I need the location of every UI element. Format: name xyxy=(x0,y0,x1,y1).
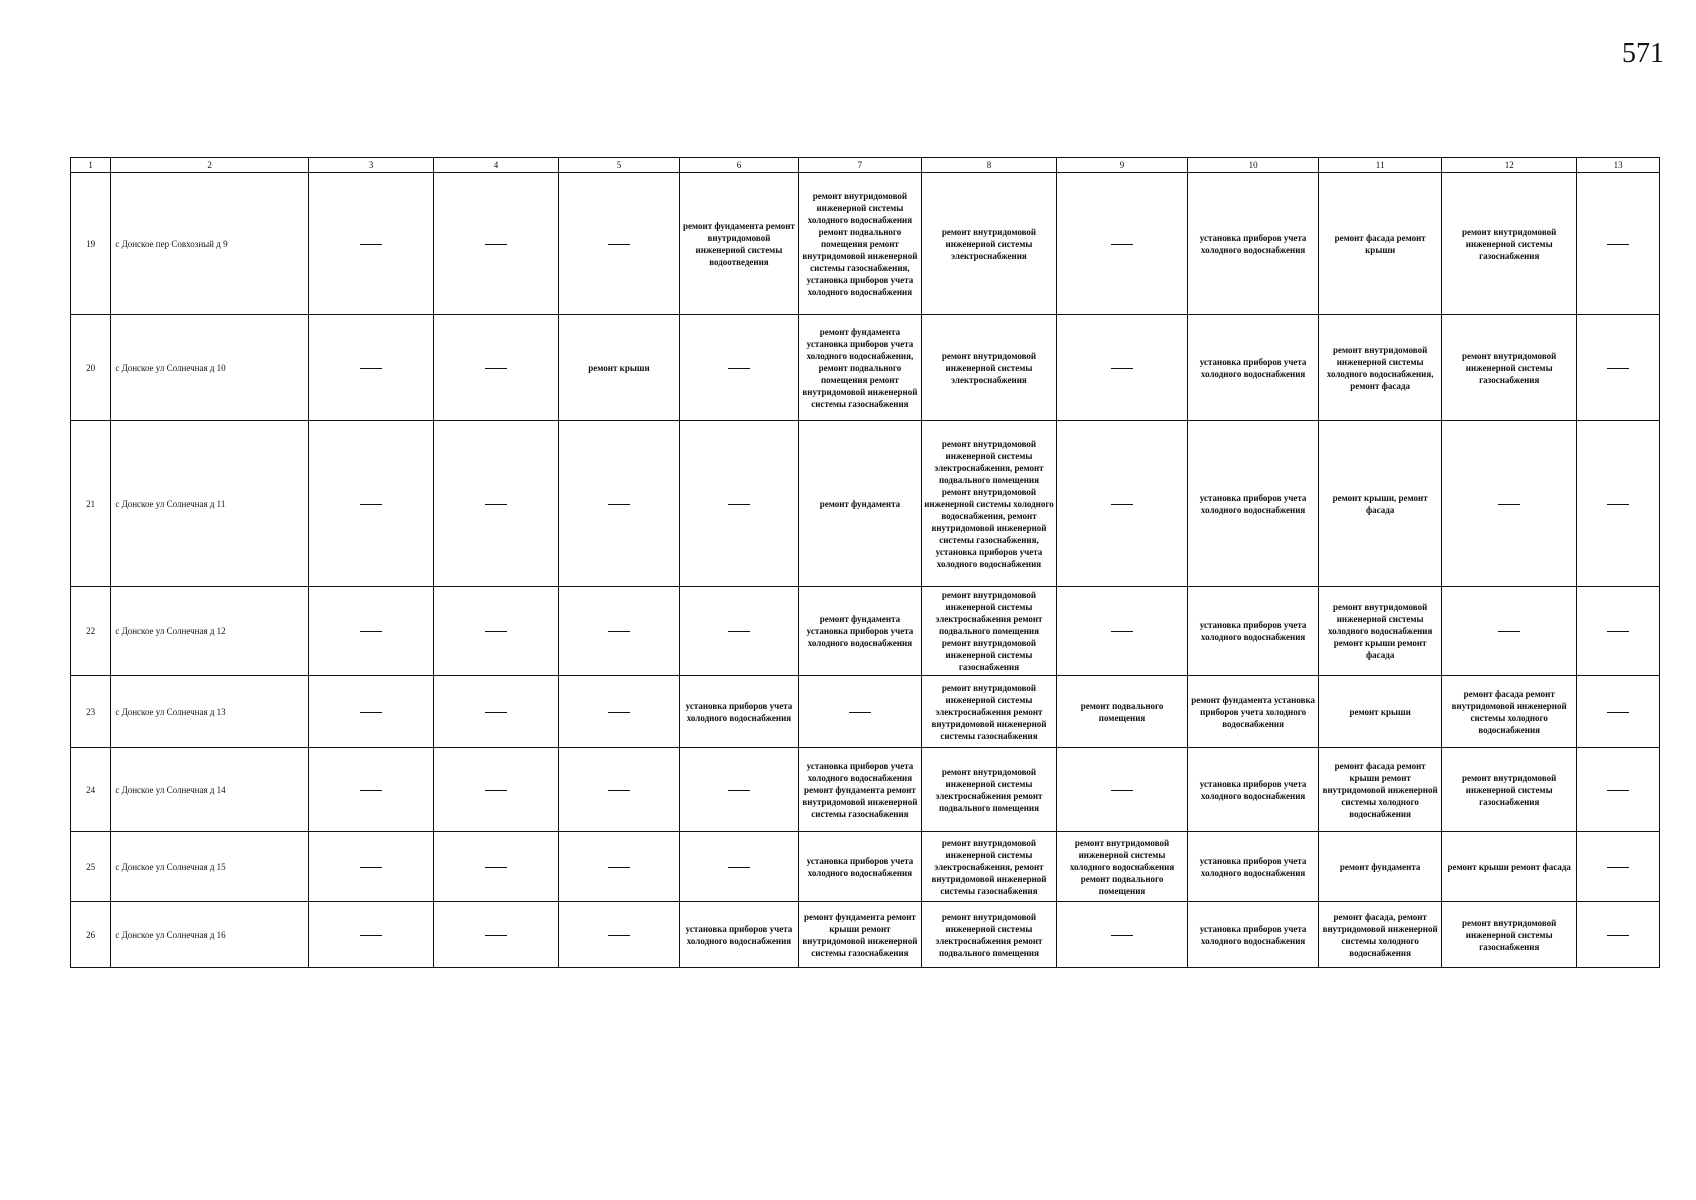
empty-dash-cell xyxy=(433,421,558,587)
dash-mark xyxy=(608,244,630,245)
empty-dash-cell xyxy=(558,587,679,676)
dash-mark xyxy=(1498,504,1520,505)
row-number-cell: 21 xyxy=(71,421,111,587)
row-number-cell: 20 xyxy=(71,315,111,421)
dash-mark xyxy=(1607,631,1629,632)
work-description-cell: установка приборов учета холодного водоснабжения xyxy=(1188,421,1319,587)
empty-dash-cell xyxy=(798,676,921,748)
work-description-cell: ремонт фундамента xyxy=(798,421,921,587)
work-description-cell: ремонт крыши xyxy=(558,315,679,421)
empty-dash-cell xyxy=(1057,315,1188,421)
empty-dash-cell xyxy=(1577,421,1660,587)
column-header-2: 2 xyxy=(111,158,309,173)
address-cell: с Донское пер Совхозный д 9 xyxy=(111,173,309,315)
dash-mark xyxy=(485,712,507,713)
empty-dash-cell xyxy=(1577,902,1660,968)
table-row xyxy=(71,748,1660,832)
work-description-cell: ремонт фасада ремонт крыши ремонт внутридомовой инженерной системы холодного водоснабжения xyxy=(1319,748,1442,832)
empty-dash-cell xyxy=(308,902,433,968)
empty-dash-cell xyxy=(308,173,433,315)
empty-dash-cell xyxy=(1577,676,1660,748)
empty-dash-cell xyxy=(433,315,558,421)
column-header-1: 1 xyxy=(71,158,111,173)
address-cell: с Донское ул Солнечная д 16 xyxy=(111,902,309,968)
table-row xyxy=(71,587,1660,676)
empty-dash-cell xyxy=(1442,587,1577,676)
dash-mark xyxy=(1607,712,1629,713)
empty-dash-cell xyxy=(433,587,558,676)
empty-dash-cell xyxy=(1442,421,1577,587)
dash-mark xyxy=(728,790,750,791)
empty-dash-cell xyxy=(558,902,679,968)
work-description-cell: установка приборов учета холодного водоснабжения ремонт фундамента ремонт внутридомовой инженерной системы газоснабжения xyxy=(798,748,921,832)
row-number-cell: 24 xyxy=(71,748,111,832)
address-cell: с Донское ул Солнечная д 13 xyxy=(111,676,309,748)
empty-dash-cell xyxy=(679,748,798,832)
dash-mark xyxy=(360,867,382,868)
work-description-cell: ремонт фасада ремонт внутридомовой инженерной системы холодного водоснабжения xyxy=(1442,676,1577,748)
dash-mark xyxy=(1607,867,1629,868)
dash-mark xyxy=(1111,631,1133,632)
empty-dash-cell xyxy=(1057,902,1188,968)
address-cell: с Донское ул Солнечная д 14 xyxy=(111,748,309,832)
dash-mark xyxy=(360,368,382,369)
empty-dash-cell xyxy=(1577,587,1660,676)
column-header-3: 3 xyxy=(308,158,433,173)
empty-dash-cell xyxy=(679,832,798,902)
column-header-5: 5 xyxy=(558,158,679,173)
empty-dash-cell xyxy=(558,832,679,902)
row-number-cell: 26 xyxy=(71,902,111,968)
dash-mark xyxy=(728,631,750,632)
empty-dash-cell xyxy=(308,748,433,832)
address-cell: с Донское ул Солнечная д 10 xyxy=(111,315,309,421)
work-description-cell: ремонт внутридомовой инженерной системы электроснабжения ремонт подвального помещения ремонт внутридомовой инженерной системы газоснабжения xyxy=(921,587,1056,676)
row-number-cell: 22 xyxy=(71,587,111,676)
empty-dash-cell xyxy=(433,676,558,748)
dash-mark xyxy=(485,935,507,936)
dash-mark xyxy=(1111,790,1133,791)
dash-mark xyxy=(1607,368,1629,369)
work-description-cell: ремонт внутридомовой инженерной системы электроснабжения, ремонт внутридомовой инженерной системы газоснабжения xyxy=(921,832,1056,902)
work-description-cell: ремонт фундамента ремонт крыши ремонт внутридомовой инженерной системы газоснабжения xyxy=(798,902,921,968)
work-description-cell: ремонт крыши xyxy=(1319,676,1442,748)
work-description-cell: ремонт внутридомовой инженерной системы электроснабжения xyxy=(921,173,1056,315)
empty-dash-cell xyxy=(679,421,798,587)
dash-mark xyxy=(608,631,630,632)
dash-mark xyxy=(608,712,630,713)
work-description-cell: ремонт фасада, ремонт внутридомовой инженерной системы холодного водоснабжения xyxy=(1319,902,1442,968)
empty-dash-cell xyxy=(1577,832,1660,902)
empty-dash-cell xyxy=(308,832,433,902)
empty-dash-cell xyxy=(1577,173,1660,315)
column-header-13: 13 xyxy=(1577,158,1660,173)
table-row xyxy=(71,421,1660,587)
work-description-cell: установка приборов учета холодного водоснабжения xyxy=(679,902,798,968)
empty-dash-cell xyxy=(558,676,679,748)
empty-dash-cell xyxy=(679,315,798,421)
work-description-cell: ремонт внутридомовой инженерной системы газоснабжения xyxy=(1442,315,1577,421)
work-description-cell: ремонт фундамента установка приборов учета холодного водоснабжения xyxy=(1188,676,1319,748)
dash-mark xyxy=(1607,504,1629,505)
table-row xyxy=(71,902,1660,968)
table-row xyxy=(71,676,1660,748)
address-cell: с Донское ул Солнечная д 15 xyxy=(111,832,309,902)
work-description-cell: ремонт внутридомовой инженерной системы холодного водоснабжения, ремонт фасада xyxy=(1319,315,1442,421)
work-description-cell: установка приборов учета холодного водоснабжения xyxy=(1188,902,1319,968)
work-description-cell: ремонт внутридомовой инженерной системы холодного водоснабжения ремонт подвального помещения xyxy=(1057,832,1188,902)
dash-mark xyxy=(360,504,382,505)
dash-mark xyxy=(360,790,382,791)
work-description-cell: установка приборов учета холодного водоснабжения xyxy=(1188,173,1319,315)
dash-mark xyxy=(1111,504,1133,505)
work-description-cell: ремонт внутридомовой инженерной системы электроснабжения ремонт подвального помещения xyxy=(921,748,1056,832)
column-header-4: 4 xyxy=(433,158,558,173)
dash-mark xyxy=(728,867,750,868)
row-number-cell: 19 xyxy=(71,173,111,315)
work-description-cell: ремонт внутридомовой инженерной системы электроснабжения ремонт подвального помещения xyxy=(921,902,1056,968)
dash-mark xyxy=(608,790,630,791)
work-description-cell: ремонт крыши, ремонт фасада xyxy=(1319,421,1442,587)
address-cell: с Донское ул Солнечная д 11 xyxy=(111,421,309,587)
empty-dash-cell xyxy=(433,832,558,902)
work-description-cell: ремонт фундамента xyxy=(1319,832,1442,902)
work-description-cell: установка приборов учета холодного водоснабжения xyxy=(798,832,921,902)
empty-dash-cell xyxy=(558,421,679,587)
empty-dash-cell xyxy=(433,902,558,968)
work-description-cell: ремонт внутридомовой инженерной системы газоснабжения xyxy=(1442,902,1577,968)
empty-dash-cell xyxy=(558,748,679,832)
works-table xyxy=(70,157,1660,968)
work-description-cell: установка приборов учета холодного водоснабжения xyxy=(1188,587,1319,676)
dash-mark xyxy=(485,867,507,868)
dash-mark xyxy=(608,935,630,936)
dash-mark xyxy=(1111,244,1133,245)
column-header-7: 7 xyxy=(798,158,921,173)
dash-mark xyxy=(485,244,507,245)
column-header-12: 12 xyxy=(1442,158,1577,173)
table-row xyxy=(71,315,1660,421)
page-number: 571 xyxy=(1622,38,1664,69)
dash-mark xyxy=(1498,631,1520,632)
dash-mark xyxy=(1607,244,1629,245)
work-description-cell: ремонт внутридомовой инженерной системы газоснабжения xyxy=(1442,173,1577,315)
empty-dash-cell xyxy=(433,173,558,315)
row-number-cell: 23 xyxy=(71,676,111,748)
row-number-cell: 25 xyxy=(71,832,111,902)
work-description-cell: ремонт внутридомовой инженерной системы холодного водоснабжения ремонт крыши ремонт фасада xyxy=(1319,587,1442,676)
dash-mark xyxy=(360,244,382,245)
column-header-10: 10 xyxy=(1188,158,1319,173)
work-description-cell: ремонт внутридомовой инженерной системы газоснабжения xyxy=(1442,748,1577,832)
dash-mark xyxy=(360,631,382,632)
dash-mark xyxy=(849,712,871,713)
work-description-cell: ремонт подвального помещения xyxy=(1057,676,1188,748)
work-description-cell: ремонт внутридомовой инженерной системы электроснабжения ремонт внутридомовой инженерной системы газоснабжения xyxy=(921,676,1056,748)
work-description-cell: ремонт фундамента установка приборов учета холодного водоснабжения, ремонт подвального помещения ремонт внутридомовой инженерной системы газоснабжения xyxy=(798,315,921,421)
column-header-6: 6 xyxy=(679,158,798,173)
dash-mark xyxy=(360,935,382,936)
dash-mark xyxy=(608,504,630,505)
empty-dash-cell xyxy=(308,315,433,421)
table-row xyxy=(71,832,1660,902)
dash-mark xyxy=(608,867,630,868)
dash-mark xyxy=(1607,790,1629,791)
dash-mark xyxy=(728,504,750,505)
dash-mark xyxy=(485,790,507,791)
empty-dash-cell xyxy=(1057,587,1188,676)
work-description-cell: установка приборов учета холодного водоснабжения xyxy=(679,676,798,748)
empty-dash-cell xyxy=(1577,748,1660,832)
work-description-cell: ремонт внутридомовой инженерной системы холодного водоснабжения ремонт подвального помещения ремонт внутридомовой инженерной системы газоснабжения, установка приборов учета холодного водоснабжения xyxy=(798,173,921,315)
dash-mark xyxy=(1111,935,1133,936)
works-table-container xyxy=(70,157,1660,968)
work-description-cell: ремонт внутридомовой инженерной системы электроснабжения xyxy=(921,315,1056,421)
empty-dash-cell xyxy=(1057,173,1188,315)
dash-mark xyxy=(728,368,750,369)
work-description-cell: ремонт крыши ремонт фасада xyxy=(1442,832,1577,902)
column-header-11: 11 xyxy=(1319,158,1442,173)
empty-dash-cell xyxy=(308,587,433,676)
dash-mark xyxy=(1111,368,1133,369)
work-description-cell: установка приборов учета холодного водоснабжения xyxy=(1188,315,1319,421)
header-row xyxy=(71,158,1660,173)
column-header-8: 8 xyxy=(921,158,1056,173)
work-description-cell: ремонт фундамента установка приборов учета холодного водоснабжения xyxy=(798,587,921,676)
work-description-cell: ремонт внутридомовой инженерной системы электроснабжения, ремонт подвального помещения ремонт внутридомовой инженерной системы холодного водоснабжения, ремонт внутридомовой инженерной системы газоснабжения, установка приборов учета холодного водоснабжения xyxy=(921,421,1056,587)
empty-dash-cell xyxy=(1057,421,1188,587)
empty-dash-cell xyxy=(679,587,798,676)
column-header-9: 9 xyxy=(1057,158,1188,173)
work-description-cell: ремонт фундамента ремонт внутридомовой инженерной системы водоотведения xyxy=(679,173,798,315)
empty-dash-cell xyxy=(1057,748,1188,832)
empty-dash-cell xyxy=(433,748,558,832)
dash-mark xyxy=(485,368,507,369)
address-cell: с Донское ул Солнечная д 12 xyxy=(111,587,309,676)
work-description-cell: установка приборов учета холодного водоснабжения xyxy=(1188,748,1319,832)
table-body xyxy=(71,173,1660,968)
dash-mark xyxy=(360,712,382,713)
work-description-cell: ремонт фасада ремонт крыши xyxy=(1319,173,1442,315)
work-description-cell: установка приборов учета холодного водоснабжения xyxy=(1188,832,1319,902)
empty-dash-cell xyxy=(308,421,433,587)
empty-dash-cell xyxy=(1577,315,1660,421)
empty-dash-cell xyxy=(558,173,679,315)
dash-mark xyxy=(485,631,507,632)
dash-mark xyxy=(485,504,507,505)
dash-mark xyxy=(1607,935,1629,936)
empty-dash-cell xyxy=(308,676,433,748)
table-row xyxy=(71,173,1660,315)
